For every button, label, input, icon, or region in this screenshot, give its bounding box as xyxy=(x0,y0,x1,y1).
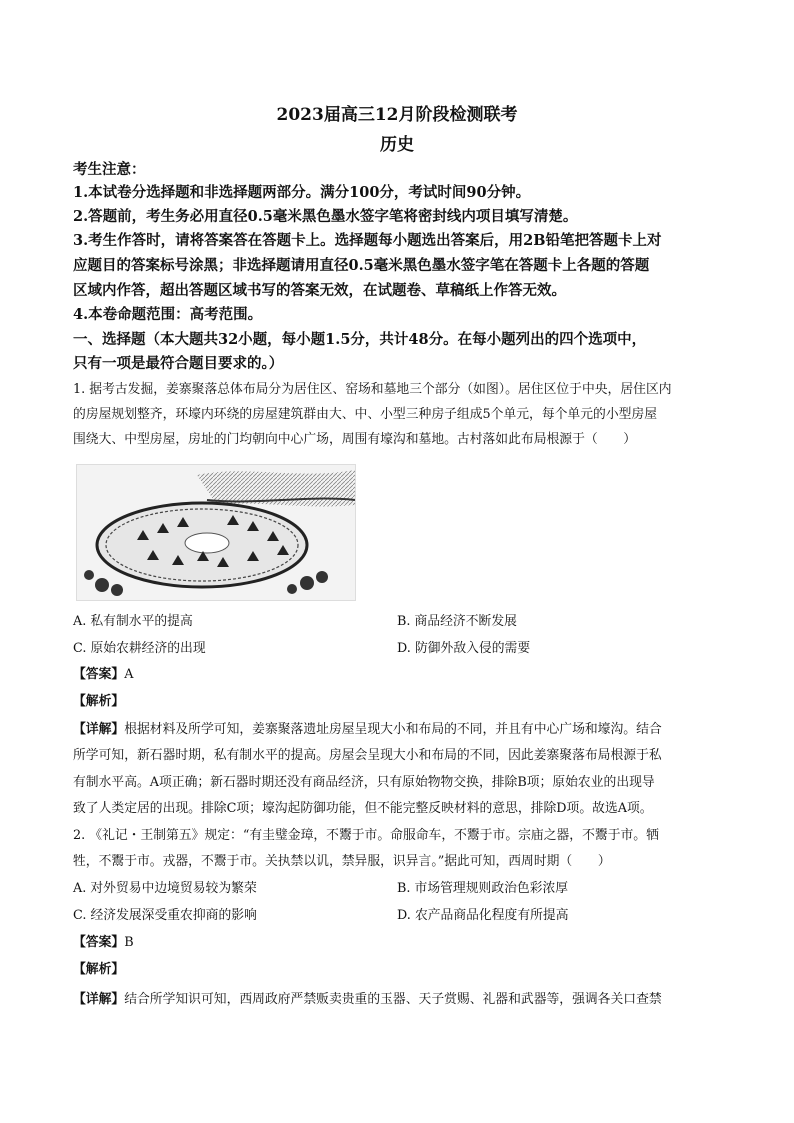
q1-option-b: B. 商品经济不断发展 xyxy=(397,614,517,629)
section-heading-cont: 只有一项是最符合题目要求的。） xyxy=(73,355,284,372)
q2-analysis-tag xyxy=(73,960,723,980)
answer-value: B xyxy=(124,935,134,950)
jiangzhai-settlement-figure xyxy=(76,464,356,601)
subject-title: 历史 xyxy=(380,135,414,155)
answer-value: A xyxy=(124,667,134,682)
detail-text: 根据材料及所学可知，姜寨聚落遗址房屋呈现大小和布局的不同，并且有中心广场和壕沟。结合 xyxy=(124,722,662,737)
q1-detail-line: 有制水平高。A项正确；新石器时期还没有商品经济，只有原始物物交换，排除B项；原始农业的出现导 xyxy=(73,775,655,790)
notice-item: 区域内作答，超出答题区域书写的答案无效，在试题卷、草稿纸上作答无效。 xyxy=(73,282,566,299)
notice-item: 4.本卷命题范围：高考范围。 xyxy=(73,306,263,323)
q1-option-a: A. 私有制水平的提高 xyxy=(73,614,193,629)
q1-analysis-tag xyxy=(73,692,723,712)
notice-heading: 考生注意： xyxy=(73,161,146,178)
q2-option-b: B. 市场管理规则政治色彩浓厚 xyxy=(397,881,569,896)
q2-option-a: A. 对外贸易中边境贸易较为繁荣 xyxy=(73,881,257,896)
detail-tag: 【详解】 xyxy=(73,722,125,737)
q1-answer xyxy=(73,665,723,685)
notice-item: 1.本试卷分选择题和非选择题两部分。满分100分，考试时间90分钟。 xyxy=(73,184,531,201)
exam-title: 2023届高三12月阶段检测联考 xyxy=(276,105,518,125)
section-heading: 一、选择题（本大题共32小题，每小题1.5分，共计48分。在每小题列出的四个选项中， xyxy=(73,331,647,348)
q1-detail-line: 致了人类定居的出现。排除C项；壕沟起防御功能，但不能完整反映材料的意思，排除D项。故选A项。 xyxy=(73,801,653,816)
q1-stem-line: 的房屋规划整齐，环壕内环绕的房屋建筑群由大、中、小型三种房子组成5个单元，每个单元的小型房屋 xyxy=(73,407,658,422)
q1-stem-line: 1. 据考古发掘，姜寨聚落总体布局分为居住区、窑场和墓地三个部分（如图）。居住区位于中央，居住区内 xyxy=(73,382,672,397)
q2-option-c: C. 经济发展深受重农抑商的影响 xyxy=(73,908,257,923)
analysis-tag: 【解析】 xyxy=(73,962,125,977)
q2-answer xyxy=(73,933,723,953)
answer-tag: 【答案】 xyxy=(73,935,125,950)
q2-stem-line: 牲，不鬻于市。戎器，不鬻于市。关执禁以讥，禁异服，识异言。”据此可知，西周时期（ ） xyxy=(73,854,611,869)
q1-option-d: D. 防御外敌入侵的需要 xyxy=(397,641,531,656)
q2-detail-line xyxy=(73,990,723,1010)
notice-item: 2.答题前，考生务必用直径0.5毫米黑色墨水签字笔将密封线内项目填写清楚。 xyxy=(73,208,578,225)
answer-tag: 【答案】 xyxy=(73,667,125,682)
q1-stem-line: 围绕大、中型房屋，房址的门均朝向中心广场，周围有壕沟和墓地。古村落如此布局根源于（ ） xyxy=(73,432,637,447)
q1-option-c: C. 原始农耕经济的出现 xyxy=(73,641,206,656)
detail-text: 结合所学知识可知，西周政府严禁贩卖贵重的玉器、天子赏赐、礼器和武器等，强调各关口查禁 xyxy=(124,992,662,1007)
q1-detail-line xyxy=(73,720,723,740)
notice-item: 应题目的答案标号涂黑；非选择题请用直径0.5毫米黑色墨水签字笔在答题卡上各题的答题 xyxy=(73,257,650,274)
q2-stem-line: 2. 《礼记・王制第五》规定：“有圭璧金璋，不鬻于市。命服命车，不鬻于市。宗庙之器，不鬻于市。牺 xyxy=(73,828,659,843)
notice-item: 3.考生作答时，请将答案答在答题卡上。选择题每小题选出答案后，用2B铅笔把答题卡上对 xyxy=(73,232,662,249)
detail-tag: 【详解】 xyxy=(73,992,125,1007)
q2-option-d: D. 农产品商品化程度有所提高 xyxy=(397,908,569,923)
analysis-tag: 【解析】 xyxy=(73,694,125,709)
q1-detail-line: 所学可知，新石器时期，私有制水平的提高。房屋会呈现大小和布局的不同，因此姜寨聚落布局根源于私 xyxy=(73,748,662,763)
